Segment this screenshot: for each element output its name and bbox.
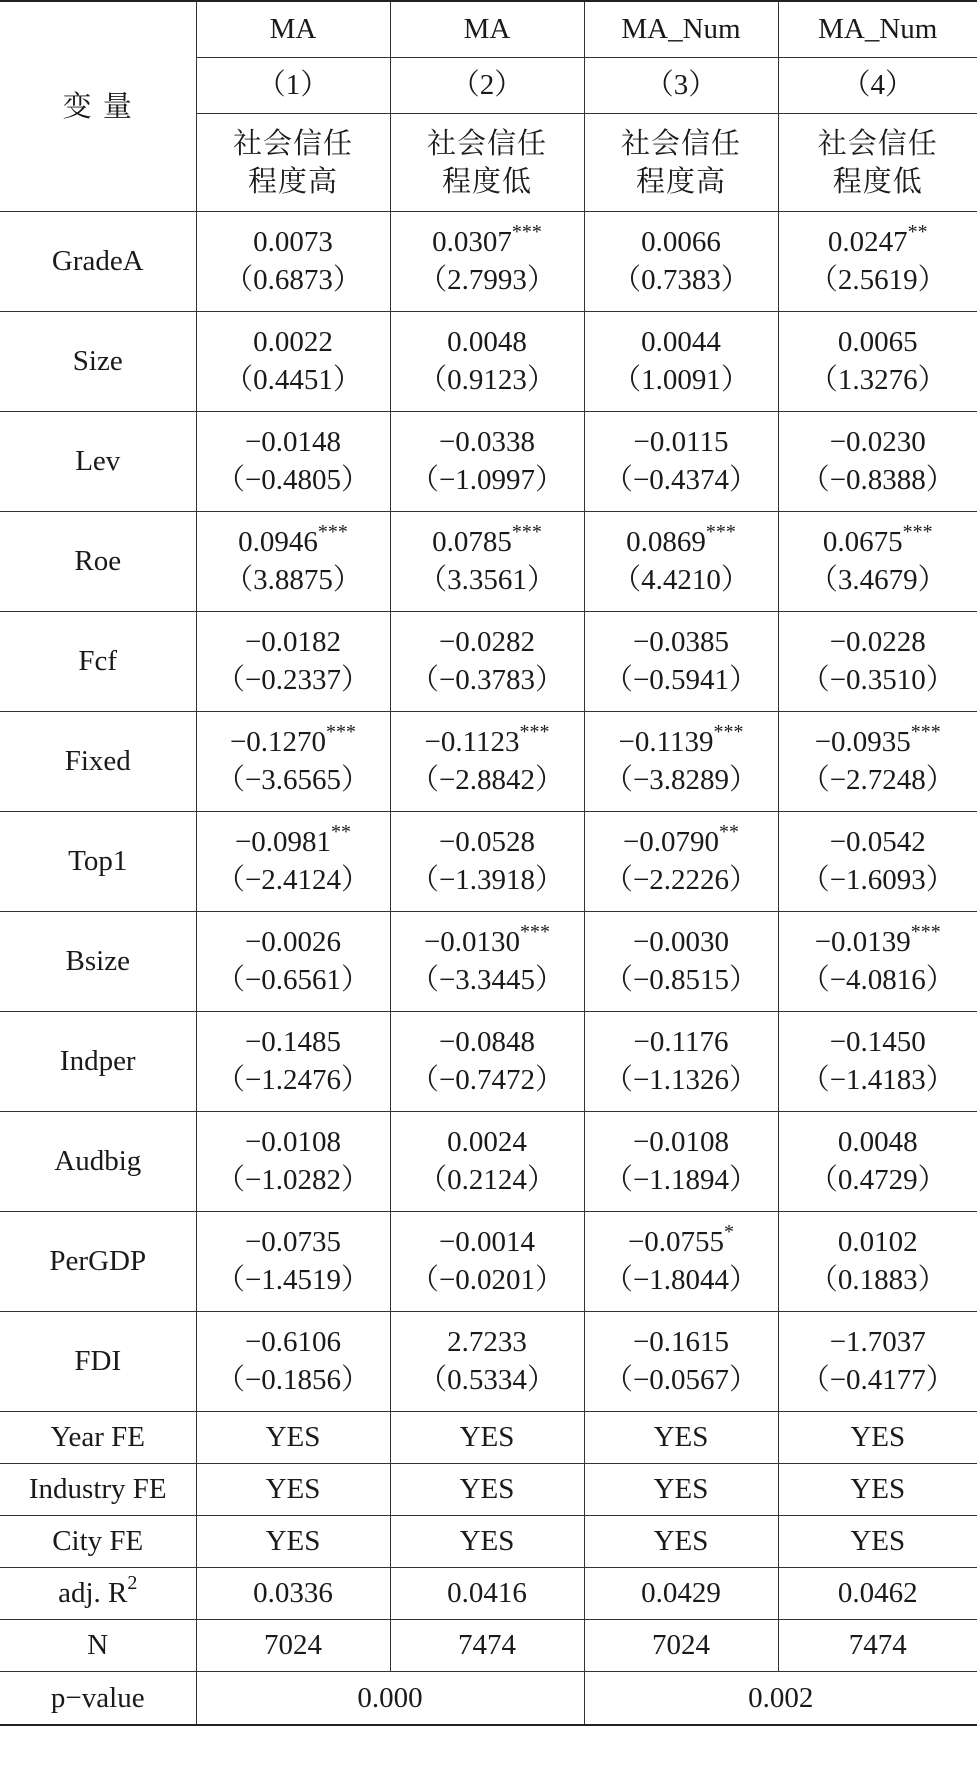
adj-r2-text: adj. R: [58, 1577, 128, 1609]
coefficient-cell: [584, 211, 778, 311]
t-statistic: （−0.2337）: [215, 664, 371, 696]
t-statistic: （−0.0201）: [409, 1264, 565, 1296]
t-statistic: （−1.4183）: [800, 1064, 955, 1096]
table-row: [0, 311, 977, 411]
fixed-effect-value: YES: [778, 1463, 977, 1515]
t-statistic: （−4.0816）: [800, 964, 955, 996]
significance-stars: ***: [520, 921, 551, 944]
variable-name: Size: [0, 311, 196, 411]
coefficient-cell: [390, 1211, 584, 1311]
coefficient-cell: [584, 911, 778, 1011]
fixed-effect-value: YES: [196, 1411, 390, 1463]
coefficient-line: [585, 823, 778, 861]
t-statistic: （0.6873）: [224, 264, 362, 296]
coefficient-cell: [390, 811, 584, 911]
coefficient-cell: [584, 811, 778, 911]
coefficient-line: [585, 723, 778, 761]
coefficient-value: −0.1615: [632, 1326, 730, 1358]
coefficient-value: −0.0981: [234, 826, 332, 858]
p-value-row: [0, 1671, 977, 1725]
coefficient-line: [585, 923, 778, 961]
n-value: 7024: [584, 1619, 778, 1671]
fixed-effect-value: YES: [390, 1515, 584, 1567]
coefficient-line: [585, 223, 778, 261]
t-statistic: （0.7383）: [612, 264, 750, 296]
column-number: （1）: [196, 57, 390, 113]
table-row: [0, 211, 977, 311]
coefficient-line: [779, 323, 977, 361]
t-statistic: （0.1883）: [808, 1264, 947, 1296]
coefficient-cell: [778, 711, 977, 811]
coefficient-value: −0.1123: [424, 726, 520, 758]
fixed-effect-name: Industry FE: [0, 1463, 196, 1515]
n-value: 7024: [196, 1619, 390, 1671]
coefficient-line: [391, 223, 584, 261]
coefficient-value: −0.6106: [244, 1326, 342, 1358]
fixed-effect-row: [0, 1463, 977, 1515]
table-row: [0, 511, 977, 611]
coefficient-line: [585, 1223, 778, 1261]
fixed-effect-row: [0, 1515, 977, 1567]
group-line: 社会信任: [620, 126, 741, 160]
t-statistic: （−0.4374）: [603, 464, 759, 496]
coefficient-value: −0.1139: [618, 726, 714, 758]
coefficient-cell: [196, 411, 390, 511]
group-line: 程度高: [247, 164, 338, 198]
t-statistic: （0.4451）: [224, 364, 362, 396]
t-statistic: （−1.0282）: [215, 1164, 371, 1196]
variable-name: Fixed: [0, 711, 196, 811]
adj-r2-value: 0.0416: [390, 1567, 584, 1619]
coefficient-line: [585, 623, 778, 661]
coefficient-cell: [390, 711, 584, 811]
significance-stars: ***: [713, 721, 744, 744]
coefficient-cell: [778, 811, 977, 911]
coefficient-value: −0.0148: [244, 426, 342, 458]
t-statistic: （3.3561）: [418, 564, 556, 596]
coefficient-cell: [584, 511, 778, 611]
t-statistic: （−3.8289）: [603, 764, 759, 796]
coefficient-value: −0.0542: [829, 826, 926, 858]
coefficient-line: [197, 223, 390, 261]
t-statistic: （−0.1856）: [215, 1364, 371, 1396]
coefficient-cell: [584, 1211, 778, 1311]
coefficient-line: [779, 823, 977, 861]
coefficient-line: [197, 423, 390, 461]
coefficient-value: 0.0869: [626, 526, 706, 558]
coefficient-value: −0.0282: [438, 626, 536, 658]
coefficient-value: −0.0338: [438, 426, 536, 458]
coefficient-cell: [584, 311, 778, 411]
coefficient-line: [779, 223, 977, 261]
t-statistic: （−1.8044）: [603, 1264, 759, 1296]
coefficient-line: [779, 1323, 977, 1361]
dependent-var-header: MA_Num: [778, 1, 977, 57]
coefficient-cell: [584, 1111, 778, 1211]
coefficient-line: [779, 923, 977, 961]
significance-stars: ***: [902, 521, 933, 544]
coefficient-value: −0.0230: [829, 426, 926, 458]
coefficient-cell: [778, 1011, 977, 1111]
table-row: [0, 1011, 977, 1111]
coefficient-value: 0.0066: [641, 226, 721, 258]
variable-name: Bsize: [0, 911, 196, 1011]
significance-stars: ***: [705, 521, 736, 544]
coefficient-value: 0.0102: [837, 1226, 918, 1258]
coefficient-value: −0.0108: [632, 1126, 730, 1158]
coefficient-value: −0.0935: [814, 726, 911, 758]
coefficient-value: −0.1450: [829, 1026, 926, 1058]
coefficient-line: [197, 1223, 390, 1261]
coefficient-cell: [778, 611, 977, 711]
coefficient-line: [391, 1023, 584, 1061]
coefficient-cell: [196, 1011, 390, 1111]
significance-stars: *: [724, 1221, 735, 1244]
coefficient-cell: [196, 1111, 390, 1211]
t-statistic: （−0.7472）: [409, 1064, 565, 1096]
t-statistic: （0.5334）: [418, 1364, 556, 1396]
significance-stars: ***: [519, 721, 550, 744]
t-statistic: （−0.8515）: [603, 964, 759, 996]
coefficient-cell: [778, 211, 977, 311]
coefficient-cell: [778, 1211, 977, 1311]
coefficient-line: [585, 323, 778, 361]
coefficient-cell: [196, 711, 390, 811]
coefficient-line: [779, 1023, 977, 1061]
t-statistic: （1.3276）: [808, 364, 947, 396]
coefficient-line: [391, 823, 584, 861]
coefficient-cell: [196, 911, 390, 1011]
coefficient-cell: [584, 1011, 778, 1111]
coefficient-value: −0.0139: [814, 926, 911, 958]
t-statistic: （−0.3510）: [800, 664, 955, 696]
adj-r2-value: 0.0336: [196, 1567, 390, 1619]
coefficient-cell: [196, 511, 390, 611]
adj-r2-row: [0, 1567, 977, 1619]
group-line: 社会信任: [232, 126, 353, 160]
coefficient-value: −0.0108: [244, 1126, 342, 1158]
coefficient-value: 0.0022: [253, 326, 333, 358]
table-row: [0, 711, 977, 811]
t-statistic: （−2.8842）: [409, 764, 565, 796]
t-statistic: （−0.8388）: [800, 464, 955, 496]
fixed-effect-value: YES: [196, 1463, 390, 1515]
coefficient-cell: [584, 711, 778, 811]
coefficient-value: −0.0528: [438, 826, 536, 858]
n-label: N: [0, 1619, 196, 1671]
coefficient-line: [585, 523, 778, 561]
adj-r2-label: [0, 1567, 196, 1619]
coefficient-cell: [390, 611, 584, 711]
variable-name: Lev: [0, 411, 196, 511]
coefficient-line: [585, 423, 778, 461]
coefficient-cell: [778, 411, 977, 511]
coefficient-cell: [390, 911, 584, 1011]
coefficient-cell: [584, 611, 778, 711]
coefficient-line: [391, 1123, 584, 1161]
significance-stars: ***: [511, 521, 542, 544]
coefficient-value: 0.0073: [253, 226, 333, 258]
t-statistic: （−2.7248）: [800, 764, 955, 796]
fixed-effect-value: YES: [584, 1411, 778, 1463]
coefficient-value: −0.1270: [229, 726, 327, 758]
coefficient-line: [585, 1023, 778, 1061]
coefficient-line: [197, 623, 390, 661]
coefficient-line: [197, 823, 390, 861]
coefficient-value: 0.0946: [238, 526, 318, 558]
coefficient-line: [391, 423, 584, 461]
coefficient-value: −0.0014: [438, 1226, 536, 1258]
t-statistic: （−1.3918）: [409, 864, 565, 896]
group-line: 社会信任: [817, 126, 938, 160]
significance-stars: ***: [511, 221, 542, 244]
t-statistic: （3.8875）: [224, 564, 362, 596]
coefficient-value: −1.7037: [829, 1326, 926, 1358]
coefficient-value: 0.0044: [641, 326, 721, 358]
table-row: [0, 1111, 977, 1211]
coefficient-value: −0.0755: [627, 1226, 725, 1258]
group-line: 程度高: [635, 164, 726, 198]
t-statistic: （0.2124）: [418, 1164, 556, 1196]
coefficient-value: 2.7233: [447, 1326, 527, 1358]
coefficient-line: [585, 1123, 778, 1161]
coefficient-cell: [390, 1311, 584, 1411]
coefficient-cell: [778, 311, 977, 411]
coefficient-cell: [196, 811, 390, 911]
coefficient-cell: [196, 611, 390, 711]
adj-r2-value: 0.0429: [584, 1567, 778, 1619]
table-body: [0, 1, 977, 1725]
t-statistic: （−1.6093）: [800, 864, 955, 896]
coefficient-value: 0.0785: [432, 526, 512, 558]
t-statistic: （2.5619）: [808, 264, 947, 296]
coefficient-value: −0.0026: [244, 926, 342, 958]
coefficient-value: −0.0790: [622, 826, 720, 858]
coefficient-cell: [778, 1111, 977, 1211]
t-statistic: （−0.4805）: [215, 464, 371, 496]
t-statistic: （−0.3783）: [409, 664, 565, 696]
fixed-effect-row: [0, 1411, 977, 1463]
coefficient-value: −0.1485: [244, 1026, 342, 1058]
table-row: [0, 1211, 977, 1311]
coefficient-line: [779, 1123, 977, 1161]
coefficient-cell: [390, 411, 584, 511]
fixed-effect-value: YES: [390, 1411, 584, 1463]
coefficient-value: −0.0115: [633, 426, 729, 458]
group-line: 程度低: [832, 164, 923, 198]
fixed-effect-value: YES: [196, 1515, 390, 1567]
group-header: [196, 113, 390, 211]
coefficient-cell: [778, 911, 977, 1011]
coefficient-line: [197, 1023, 390, 1061]
coefficient-line: [779, 723, 977, 761]
coefficient-value: 0.0247: [827, 226, 908, 258]
significance-stars: ***: [317, 521, 348, 544]
fixed-effect-value: YES: [778, 1515, 977, 1567]
table-row: [0, 811, 977, 911]
variable-name: GradeA: [0, 211, 196, 311]
fixed-effect-name: Year FE: [0, 1411, 196, 1463]
coefficient-cell: [584, 1311, 778, 1411]
coefficient-line: [197, 323, 390, 361]
group-header: [390, 113, 584, 211]
t-statistic: （−1.4519）: [215, 1264, 371, 1296]
coefficient-line: [391, 1223, 584, 1261]
significance-stars: ***: [326, 721, 357, 744]
group-line: 社会信任: [426, 126, 547, 160]
coefficient-line: [197, 1123, 390, 1161]
coefficient-value: −0.0385: [632, 626, 730, 658]
t-statistic: （−3.3445）: [409, 964, 565, 996]
coefficient-line: [391, 723, 584, 761]
coefficient-cell: [196, 311, 390, 411]
column-number: （3）: [584, 57, 778, 113]
fixed-effect-value: YES: [778, 1411, 977, 1463]
coefficient-value: 0.0048: [837, 1126, 918, 1158]
adj-r2-value: 0.0462: [778, 1567, 977, 1619]
significance-stars: **: [331, 821, 352, 844]
t-statistic: （1.0091）: [612, 364, 750, 396]
t-statistic: （2.7993）: [418, 264, 556, 296]
dependent-var-header: MA: [196, 1, 390, 57]
fixed-effect-value: YES: [584, 1463, 778, 1515]
coefficient-cell: [390, 1011, 584, 1111]
group-header: [778, 113, 977, 211]
t-statistic: （−0.4177）: [800, 1364, 955, 1396]
coefficient-cell: [778, 1311, 977, 1411]
significance-stars: ***: [910, 721, 941, 744]
coefficient-cell: [390, 211, 584, 311]
table-row: [0, 611, 977, 711]
coefficient-line: [197, 723, 390, 761]
variable-name: Fcf: [0, 611, 196, 711]
variable-name: FDI: [0, 1311, 196, 1411]
coefficient-value: −0.0735: [244, 1226, 342, 1258]
t-statistic: （−0.6561）: [215, 964, 371, 996]
t-statistic: （0.4729）: [808, 1164, 947, 1196]
coefficient-line: [779, 1223, 977, 1261]
coefficient-value: 0.0024: [447, 1126, 527, 1158]
n-value: 7474: [778, 1619, 977, 1671]
p-value-label: p−value: [0, 1671, 196, 1725]
coefficient-value: −0.0228: [829, 626, 926, 658]
coefficient-cell: [196, 211, 390, 311]
p-value-value: 0.002: [584, 1671, 977, 1725]
dependent-var-header: MA: [390, 1, 584, 57]
coefficient-cell: [390, 1111, 584, 1211]
coefficient-value: −0.1176: [633, 1026, 729, 1058]
t-statistic: （0.9123）: [418, 364, 556, 396]
coefficient-line: [391, 523, 584, 561]
column-number: （4）: [778, 57, 977, 113]
coefficient-value: −0.0130: [423, 926, 521, 958]
t-statistic: （4.4210）: [612, 564, 750, 596]
coefficient-line: [197, 523, 390, 561]
coefficient-line: [391, 623, 584, 661]
coefficient-line: [197, 1323, 390, 1361]
n-value: 7474: [390, 1619, 584, 1671]
dependent-var-header: MA_Num: [584, 1, 778, 57]
t-statistic: （3.4679）: [808, 564, 947, 596]
variable-name: Indper: [0, 1011, 196, 1111]
t-statistic: （−1.2476）: [215, 1064, 371, 1096]
variable-header: 变 量: [0, 1, 196, 211]
coefficient-cell: [196, 1211, 390, 1311]
t-statistic: （−1.0997）: [409, 464, 565, 496]
coefficient-cell: [196, 1311, 390, 1411]
coefficient-line: [779, 423, 977, 461]
coefficient-line: [779, 523, 977, 561]
significance-stars: **: [719, 821, 740, 844]
variable-name: Roe: [0, 511, 196, 611]
t-statistic: （−1.1894）: [603, 1164, 759, 1196]
variable-name: PerGDP: [0, 1211, 196, 1311]
coefficient-cell: [584, 411, 778, 511]
coefficient-value: −0.0848: [438, 1026, 536, 1058]
t-statistic: （−1.1326）: [603, 1064, 759, 1096]
coefficient-cell: [390, 511, 584, 611]
coefficient-value: 0.0307: [432, 226, 512, 258]
fixed-effect-value: YES: [390, 1463, 584, 1515]
column-number: （2）: [390, 57, 584, 113]
t-statistic: （−0.5941）: [603, 664, 759, 696]
t-statistic: （−2.2226）: [603, 864, 759, 896]
coefficient-value: 0.0048: [447, 326, 527, 358]
coefficient-line: [585, 1323, 778, 1361]
coefficient-line: [779, 623, 977, 661]
coefficient-line: [391, 923, 584, 961]
coefficient-line: [391, 323, 584, 361]
n-row: [0, 1619, 977, 1671]
coefficient-line: [197, 923, 390, 961]
significance-stars: **: [907, 221, 928, 244]
t-statistic: （−0.0567）: [603, 1364, 759, 1396]
p-value-value: 0.000: [196, 1671, 584, 1725]
significance-stars: ***: [910, 921, 941, 944]
group-header: [584, 113, 778, 211]
table-row: [0, 1311, 977, 1411]
t-statistic: （−3.6565）: [215, 764, 371, 796]
adj-r2-superscript: 2: [127, 1572, 138, 1595]
variable-name: Top1: [0, 811, 196, 911]
table-row: [0, 911, 977, 1011]
coefficient-value: 0.0675: [822, 526, 903, 558]
header-row-dependent: [0, 1, 977, 57]
coefficient-value: −0.0182: [244, 626, 342, 658]
coefficient-line: [391, 1323, 584, 1361]
coefficient-value: 0.0065: [837, 326, 918, 358]
group-line: 程度低: [441, 164, 532, 198]
coefficient-cell: [778, 511, 977, 611]
table-row: [0, 411, 977, 511]
fixed-effect-value: YES: [584, 1515, 778, 1567]
t-statistic: （−2.4124）: [215, 864, 371, 896]
coefficient-cell: [390, 311, 584, 411]
coefficient-value: −0.0030: [632, 926, 730, 958]
variable-name: Audbig: [0, 1111, 196, 1211]
fixed-effect-name: City FE: [0, 1515, 196, 1567]
